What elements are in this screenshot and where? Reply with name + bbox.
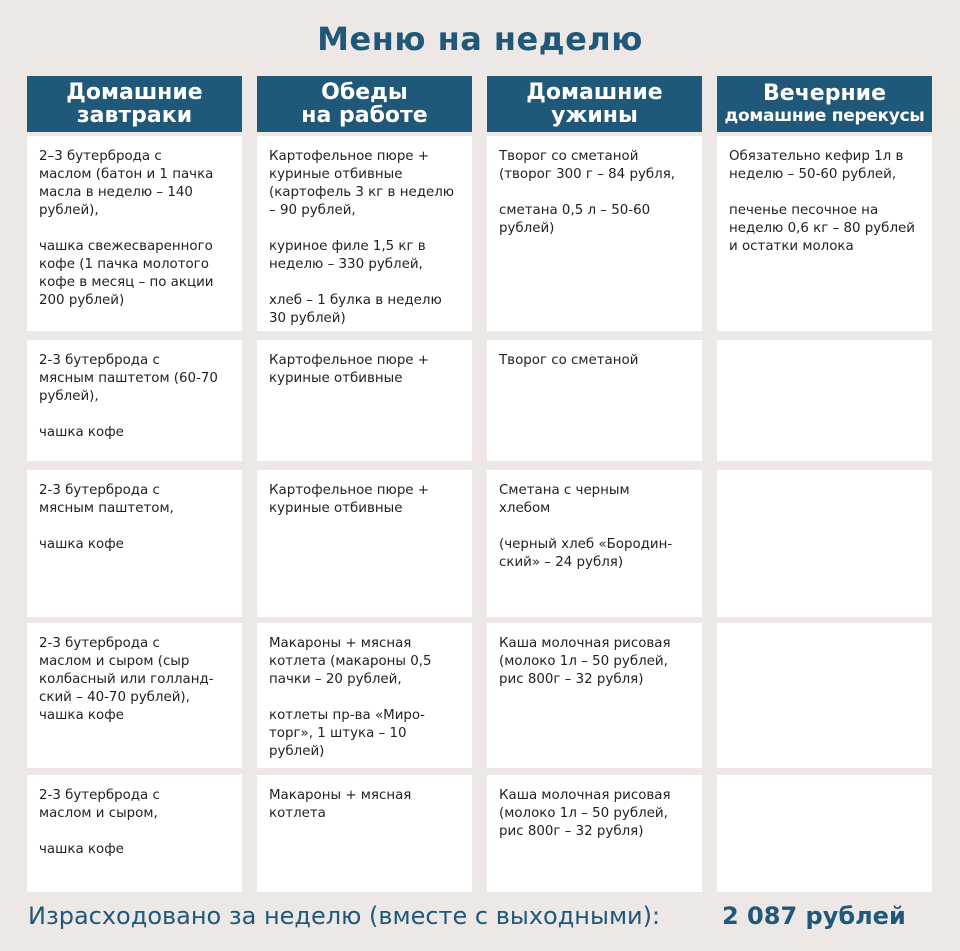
column-header-line1: Домашние [66,80,203,105]
cell-paragraph: чашка кофе [39,537,124,552]
menu-cell [257,136,472,331]
cell-paragraph: Макароны + мясная котлета [269,788,412,821]
cell-paragraph: куриное филе 1,5 кг в неделю – 330 рублей, [269,239,426,272]
page-title: Меню на неделю [317,20,643,58]
cell-paragraph: чашка свежесваренного кофе (1 пачка молотого кофе в месяц – по акции 200 рублей) [39,239,214,308]
cell-paragraph: Макароны + мясная котлета (макароны 0,5 пачки – 20 рублей, [269,636,432,687]
column-header-line2: ужины [551,103,638,128]
column-header-line2: на работе [301,103,428,128]
menu-cell [27,775,242,892]
column-header-3 [487,76,702,132]
column-header-line2: завтраки [76,103,193,128]
cell-paragraph: Картофельное пюре + куриные отбивные (картофель 3 кг в неделю – 90 рублей, [269,149,455,218]
cell-paragraph: чашка кофе [39,842,124,857]
menu-cell [257,623,472,768]
menu-cell [257,340,472,461]
cell-paragraph: Творог со сметаной [499,353,639,368]
cell-paragraph: 2–3 бутерброда с маслом (батон и 1 пачка масла в неделю – 140 рублей), [39,149,214,218]
menu-cell [487,623,702,768]
menu-cell [487,775,702,892]
menu-cell [27,623,242,768]
menu-cell [487,340,702,461]
menu-cell [717,136,932,331]
cell-paragraph: 2-3 бутерброда с мясным паштетом, [39,483,174,516]
column-header-1 [27,76,242,132]
menu-cell [257,775,472,892]
menu-cell [717,775,932,892]
column-header-line1: Домашние [526,80,663,105]
menu-cell [717,470,932,617]
cell-paragraph: печенье песочное на неделю 0,6 кг – 80 рублей и остатки молока [729,203,915,254]
cell-paragraph: Картофельное пюре + куриные отбивные [269,353,430,386]
cell-paragraph: 2-3 бутерброда с мясным паштетом (60-70 рублей), [39,353,218,404]
column-header-line2: домашние перекусы [724,105,925,126]
menu-cell [257,470,472,617]
cell-paragraph: Сметана с черным хлебом [499,483,630,516]
cell-paragraph: (черный хлеб «Бородин- ский» – 24 рубля) [499,537,673,570]
total-value: 2 087 рублей [722,902,906,930]
cell-paragraph: 2-3 бутерброда с маслом и сыром, [39,788,160,821]
cell-paragraph: котлеты пр-ва «Миро- торг», 1 штука – 10 рублей) [269,708,425,759]
menu-cell [27,340,242,461]
menu-cell [717,340,932,461]
column-header-line1: Обеды [321,80,408,105]
menu-cell [27,470,242,617]
menu-cell [27,136,242,331]
column-header-line1: Вечерние [763,80,886,106]
cell-paragraph: хлеб – 1 булка в неделю 30 рублей) [269,293,442,326]
cell-paragraph: Каша молочная рисовая (молоко 1л – 50 рублей, рис 800г – 32 рубля) [499,788,671,839]
total-label: Израсходовано за неделю (вместе с выходными): [28,902,661,930]
cell-paragraph: Картофельное пюре + куриные отбивные [269,483,430,516]
column-header-2 [257,76,472,132]
menu-cell [487,136,702,331]
cell-paragraph: сметана 0,5 л – 50-60 рублей) [499,203,651,236]
menu-cell [717,623,932,768]
cell-paragraph: Обязательно кефир 1л в неделю – 50-60 рублей, [729,149,904,182]
cell-paragraph: 2-3 бутерброда с маслом и сыром (сыр колбасный или голланд- ский – 40-70 рублей), чашка кофе [39,636,214,723]
cell-paragraph: Творог со сметаной (творог 300 г – 84 рубля, [499,149,676,182]
cell-paragraph: чашка кофе [39,425,124,440]
menu-cell [487,470,702,617]
cell-paragraph: Каша молочная рисовая (молоко 1л – 50 рублей, рис 800г – 32 рубля) [499,636,671,687]
column-header-4 [717,76,932,132]
